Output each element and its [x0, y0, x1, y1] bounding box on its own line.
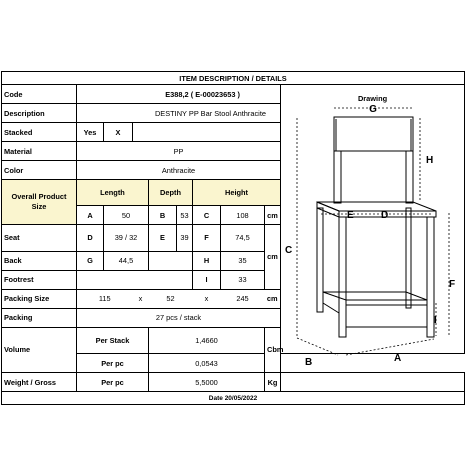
spec-table — [1, 71, 465, 405]
stacked-mark: X — [104, 123, 133, 142]
a-key: A — [77, 206, 104, 225]
f-value: 74,5 — [221, 225, 265, 251]
footrest-label: Footrest — [2, 270, 77, 289]
dim-e-label: E — [347, 210, 354, 221]
volume-unit: Cbm — [265, 327, 281, 372]
description-label: Description — [2, 104, 77, 123]
weight-value: 5,5000 — [149, 373, 265, 392]
e-key: E — [149, 225, 177, 251]
e-value: 39 — [177, 225, 193, 251]
b-value: 53 — [177, 206, 193, 225]
material-label: Material — [2, 142, 77, 161]
packing-length: 115 — [77, 289, 133, 308]
per-stack-value: 1,4660 — [149, 327, 265, 353]
weight-drawing-empty — [281, 373, 465, 392]
b-key: B — [149, 206, 177, 225]
color-value: Anthracite — [77, 161, 281, 180]
weight-per-pc-label: Per pc — [77, 373, 149, 392]
length-header: Length — [77, 180, 149, 206]
packing-x2: x — [193, 289, 221, 308]
packing-label: Packing — [2, 308, 77, 327]
f-key: F — [193, 225, 221, 251]
stacked-label: Stacked — [2, 123, 77, 142]
volume-per-pc-label: Per pc — [77, 354, 149, 373]
per-stack-label: Per Stack — [77, 327, 149, 353]
bar-stool-drawing — [281, 103, 465, 368]
packing-unit: cm — [265, 289, 281, 308]
footrest-empty — [77, 270, 193, 289]
packing-value: 27 pcs / stack — [77, 308, 281, 327]
c-value: 108 — [221, 206, 265, 225]
spec-sheet — [1, 71, 465, 405]
back-empty — [149, 251, 193, 270]
color-label: Color — [2, 161, 77, 180]
c-key: C — [193, 206, 221, 225]
dim-d-label: D — [381, 210, 389, 221]
overall-label: Overall Product Size — [2, 180, 77, 225]
dim-i-label: I — [434, 315, 437, 326]
code-label: Code — [2, 85, 77, 104]
dim-a-label: A — [394, 353, 402, 364]
sheet-title: ITEM DESCRIPTION / DETAILS — [2, 72, 465, 85]
g-key: G — [77, 251, 104, 270]
dim-h-label: H — [426, 155, 434, 166]
overall-unit: cm — [265, 206, 281, 225]
stacked-value: Yes — [77, 123, 104, 142]
dim-g-label: G — [369, 104, 377, 115]
h-value: 35 — [221, 251, 265, 270]
code-value: E388,2 ( E-00023653 ) — [77, 85, 281, 104]
i-value: 33 — [221, 270, 265, 289]
h-key: H — [193, 251, 221, 270]
dim-c-label: C — [285, 245, 293, 256]
drawing-area — [281, 103, 464, 368]
stacked-empty — [133, 123, 281, 142]
material-value: PP — [77, 142, 281, 161]
packing-height: 245 — [221, 289, 265, 308]
packing-width: 52 — [149, 289, 193, 308]
g-value: 44,5 — [104, 251, 149, 270]
drawing-title: Drawing — [357, 94, 388, 103]
dims-unit: cm — [265, 225, 281, 289]
packing-size-label: Packing Size — [2, 289, 77, 308]
volume-label: Volume — [2, 327, 77, 372]
height-header: Height — [193, 180, 281, 206]
dim-b-label: B — [305, 357, 313, 368]
weight-label: Weight / Gross — [2, 373, 77, 392]
i-key: I — [193, 270, 221, 289]
drawing-cell — [281, 85, 465, 368]
depth-header: Depth — [149, 180, 193, 206]
dim-f-label: F — [449, 279, 456, 290]
description-value: DESTINY PP Bar Stool Anthracite — [77, 104, 281, 123]
d-value: 39 / 32 — [104, 225, 149, 251]
date-footer: Date 20/05/2022 — [2, 392, 465, 405]
seat-label: Seat — [2, 225, 77, 251]
weight-unit: Kg — [265, 373, 281, 392]
d-key: D — [77, 225, 104, 251]
back-label: Back — [2, 251, 77, 270]
a-value: 50 — [104, 206, 149, 225]
packing-x1: x — [133, 289, 149, 308]
volume-per-pc-value: 0,0543 — [149, 354, 265, 373]
